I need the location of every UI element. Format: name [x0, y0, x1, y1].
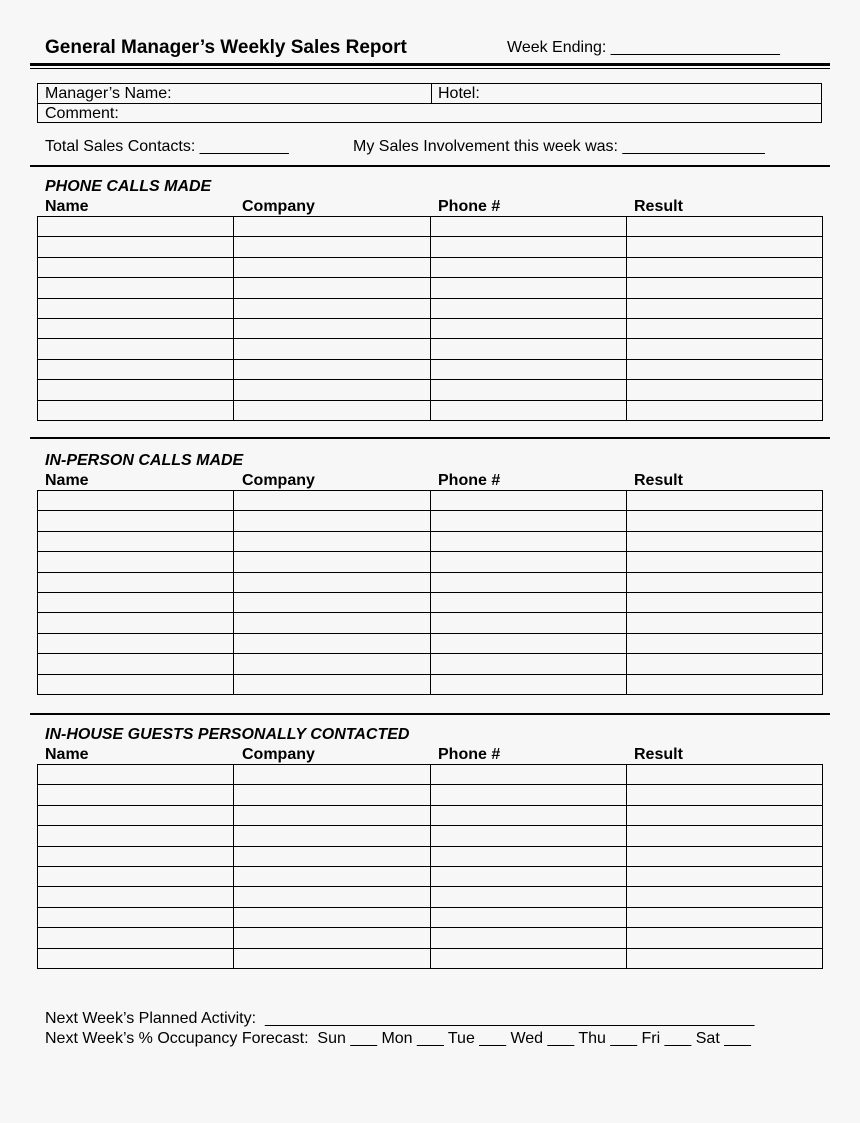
table-row [38, 907, 823, 927]
table-cell[interactable] [38, 318, 234, 338]
table-cell[interactable] [38, 674, 234, 694]
table-cell[interactable] [626, 826, 822, 846]
col-phone: Phone # [438, 746, 501, 763]
table-cell[interactable] [38, 572, 234, 592]
section-rule-1 [30, 165, 830, 167]
table-cell[interactable] [626, 298, 822, 318]
table-cell[interactable] [234, 572, 430, 592]
table-cell[interactable] [430, 633, 626, 653]
table-cell[interactable] [38, 866, 234, 886]
col-name: Name [45, 198, 89, 215]
table-cell[interactable] [38, 613, 234, 633]
week-ending-field[interactable]: Week Ending: ___________________ [507, 39, 780, 56]
info-divider [431, 84, 432, 104]
header-rule-bottom [30, 68, 830, 69]
table-cell[interactable] [626, 907, 822, 927]
table-cell[interactable] [38, 846, 234, 866]
table-row [38, 785, 823, 805]
sales-involvement-field[interactable]: My Sales Involvement this week was: ________________ [353, 138, 765, 155]
table-cell[interactable] [430, 674, 626, 694]
table-cell[interactable] [626, 654, 822, 674]
table-row [38, 491, 823, 511]
table-cell[interactable] [430, 572, 626, 592]
table-cell[interactable] [234, 552, 430, 572]
table-cell[interactable] [234, 491, 430, 511]
table-cell[interactable] [38, 339, 234, 359]
table-cell[interactable] [234, 907, 430, 927]
table-cell[interactable] [38, 592, 234, 612]
table-cell[interactable] [430, 552, 626, 572]
table-cell[interactable] [626, 805, 822, 825]
table-row [38, 237, 823, 257]
section-title-in-house-guests: IN-HOUSE GUESTS PERSONALLY CONTACTED [45, 726, 410, 743]
table-cell[interactable] [430, 237, 626, 257]
table-cell[interactable] [626, 400, 822, 420]
table-cell[interactable] [38, 805, 234, 825]
table-cell[interactable] [234, 298, 430, 318]
col-phone: Phone # [438, 472, 501, 489]
table-cell[interactable] [626, 511, 822, 531]
table-cell[interactable] [626, 339, 822, 359]
table-cell[interactable] [234, 257, 430, 277]
table-cell[interactable] [38, 887, 234, 907]
table-cell[interactable] [234, 826, 430, 846]
table-cell[interactable] [234, 654, 430, 674]
info-box [37, 83, 822, 123]
table-cell[interactable] [234, 318, 430, 338]
table-cell[interactable] [234, 765, 430, 785]
col-company: Company [242, 746, 315, 763]
table-row [38, 531, 823, 551]
table-cell[interactable] [626, 866, 822, 886]
table-cell[interactable] [38, 380, 234, 400]
table-cell[interactable] [38, 907, 234, 927]
table-row [38, 400, 823, 420]
table-row [38, 359, 823, 379]
table-cell[interactable] [234, 511, 430, 531]
table-row [38, 866, 823, 886]
table-cell[interactable] [38, 298, 234, 318]
table-cell[interactable] [626, 592, 822, 612]
col-name: Name [45, 472, 89, 489]
table-cell[interactable] [38, 359, 234, 379]
planned-activity-field[interactable]: Next Week’s Planned Activity: _______________________________________________________ [45, 1010, 755, 1027]
table-cell[interactable] [38, 531, 234, 551]
table-cell[interactable] [38, 511, 234, 531]
table-cell[interactable] [626, 613, 822, 633]
table-cell[interactable] [38, 237, 234, 257]
table-row [38, 613, 823, 633]
report-title: General Manager’s Weekly Sales Report [45, 37, 407, 58]
header-rule-top [30, 63, 830, 66]
table-cell[interactable] [234, 785, 430, 805]
table-cell[interactable] [38, 948, 234, 968]
table-cell[interactable] [234, 928, 430, 948]
table-cell[interactable] [430, 511, 626, 531]
in-person-calls-table [37, 490, 823, 695]
table-cell[interactable] [430, 907, 626, 927]
table-cell[interactable] [430, 866, 626, 886]
table-cell[interactable] [38, 633, 234, 653]
table-cell[interactable] [430, 592, 626, 612]
col-result: Result [634, 472, 683, 489]
table-cell[interactable] [626, 674, 822, 694]
in-house-guests-table [37, 764, 823, 969]
table-cell[interactable] [626, 318, 822, 338]
table-cell[interactable] [626, 217, 822, 237]
col-result: Result [634, 198, 683, 215]
table-cell[interactable] [234, 805, 430, 825]
table-cell[interactable] [234, 866, 430, 886]
table-cell[interactable] [626, 257, 822, 277]
table-cell[interactable] [38, 826, 234, 846]
table-cell[interactable] [626, 948, 822, 968]
table-cell[interactable] [234, 846, 430, 866]
table-row [38, 633, 823, 653]
table-cell[interactable] [234, 633, 430, 653]
table-row [38, 826, 823, 846]
table-cell[interactable] [430, 318, 626, 338]
table-row [38, 278, 823, 298]
table-row [38, 511, 823, 531]
section-title-in-person-calls: IN-PERSON CALLS MADE [45, 452, 244, 469]
table-cell[interactable] [38, 785, 234, 805]
table-row [38, 765, 823, 785]
phone-calls-table [37, 216, 823, 421]
table-cell[interactable] [430, 785, 626, 805]
table-cell[interactable] [234, 887, 430, 907]
table-cell[interactable] [626, 237, 822, 257]
table-cell[interactable] [430, 491, 626, 511]
table-cell[interactable] [38, 552, 234, 572]
table-cell[interactable] [430, 613, 626, 633]
table-cell[interactable] [234, 237, 430, 257]
table-cell[interactable] [38, 278, 234, 298]
occupancy-forecast-field[interactable]: Next Week’s % Occupancy Forecast: Sun ___ Mon ___ Tue ___ Wed ___ Thu ___ Fri ___ Sat ___ [45, 1030, 751, 1047]
table-row [38, 805, 823, 825]
table-row [38, 887, 823, 907]
table-cell[interactable] [234, 948, 430, 968]
table-cell[interactable] [234, 359, 430, 379]
table-cell[interactable] [430, 765, 626, 785]
section-rule-3 [30, 713, 830, 715]
table-cell[interactable] [234, 531, 430, 551]
table-cell[interactable] [430, 826, 626, 846]
table-cell[interactable] [430, 887, 626, 907]
table-cell[interactable] [626, 572, 822, 592]
table-cell[interactable] [430, 359, 626, 379]
table-cell[interactable] [234, 592, 430, 612]
table-cell[interactable] [626, 552, 822, 572]
section-title-phone-calls: PHONE CALLS MADE [45, 178, 212, 195]
table-cell[interactable] [430, 278, 626, 298]
table-row [38, 948, 823, 968]
table-cell[interactable] [430, 298, 626, 318]
table-cell[interactable] [430, 400, 626, 420]
table-cell[interactable] [38, 400, 234, 420]
table-row [38, 257, 823, 277]
table-cell[interactable] [626, 278, 822, 298]
table-cell[interactable] [234, 400, 430, 420]
table-cell[interactable] [430, 948, 626, 968]
table-row [38, 380, 823, 400]
table-cell[interactable] [626, 887, 822, 907]
table-cell[interactable] [430, 339, 626, 359]
table-cell[interactable] [626, 846, 822, 866]
comment-field[interactable]: Comment: [45, 105, 119, 122]
table-row [38, 318, 823, 338]
table-row [38, 552, 823, 572]
table-cell[interactable] [430, 380, 626, 400]
col-company: Company [242, 198, 315, 215]
table-cell[interactable] [430, 805, 626, 825]
table-cell[interactable] [234, 217, 430, 237]
table-row [38, 654, 823, 674]
col-name: Name [45, 746, 89, 763]
table-row [38, 298, 823, 318]
table-row [38, 592, 823, 612]
table-row [38, 339, 823, 359]
manager-name-field[interactable]: Manager’s Name: [45, 85, 172, 102]
table-cell[interactable] [626, 380, 822, 400]
table-cell[interactable] [38, 765, 234, 785]
table-cell[interactable] [430, 217, 626, 237]
table-cell[interactable] [38, 928, 234, 948]
table-cell[interactable] [626, 928, 822, 948]
table-cell[interactable] [626, 491, 822, 511]
table-row [38, 928, 823, 948]
table-row [38, 217, 823, 237]
table-cell[interactable] [38, 654, 234, 674]
table-cell[interactable] [626, 359, 822, 379]
col-result: Result [634, 746, 683, 763]
table-cell[interactable] [626, 785, 822, 805]
col-phone: Phone # [438, 198, 501, 215]
table-cell[interactable] [38, 491, 234, 511]
table-row [38, 846, 823, 866]
table-cell[interactable] [430, 654, 626, 674]
table-cell[interactable] [234, 278, 430, 298]
table-cell[interactable] [234, 674, 430, 694]
table-cell[interactable] [38, 257, 234, 277]
table-cell[interactable] [234, 380, 430, 400]
table-cell[interactable] [430, 846, 626, 866]
col-company: Company [242, 472, 315, 489]
table-cell[interactable] [626, 633, 822, 653]
table-cell[interactable] [430, 928, 626, 948]
table-cell[interactable] [234, 339, 430, 359]
total-sales-contacts-field[interactable]: Total Sales Contacts: __________ [45, 138, 289, 155]
hotel-field[interactable]: Hotel: [438, 85, 480, 102]
section-rule-2 [30, 437, 830, 439]
table-cell[interactable] [430, 531, 626, 551]
table-row [38, 572, 823, 592]
table-cell[interactable] [626, 531, 822, 551]
table-cell[interactable] [430, 257, 626, 277]
table-cell[interactable] [38, 217, 234, 237]
table-cell[interactable] [234, 613, 430, 633]
table-row [38, 674, 823, 694]
table-cell[interactable] [626, 765, 822, 785]
